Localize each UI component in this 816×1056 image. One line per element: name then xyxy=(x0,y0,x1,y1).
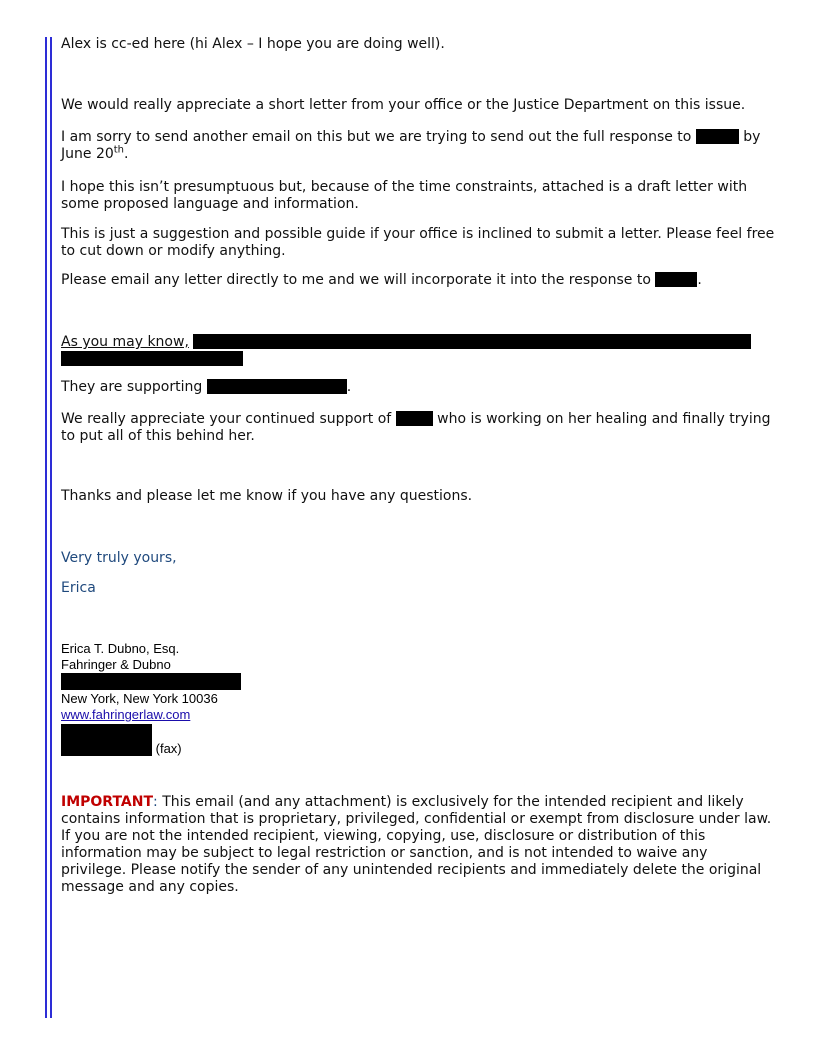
paragraph-draft: I hope this isn’t presumptuous but, because of the time constraints, attached is a draft letter with some proposed language and information. xyxy=(61,179,748,212)
signature-website[interactable] xyxy=(61,707,190,723)
redaction xyxy=(193,334,751,349)
sender-first-name: Erica xyxy=(61,580,96,596)
paragraph-suggestion: This is just a suggestion and possible guide if your office is inclined to submit a letter. Please feel free to cut down or modify anything. xyxy=(61,226,775,259)
quote-bar-inner xyxy=(50,37,52,1018)
paragraph-incorporate: Please email any letter directly to me and we will incorporate it into the response to . xyxy=(61,272,702,288)
signature-city: New York, New York 10036 xyxy=(61,691,218,706)
paragraph-thanks: Thanks and please let me know if you have any questions. xyxy=(61,488,473,504)
redaction xyxy=(61,724,152,740)
redaction xyxy=(207,379,347,394)
redaction xyxy=(696,129,739,144)
paragraph-support: We really appreciate your continued support of who is working on her healing and finally trying to put all of this behind her. xyxy=(61,411,771,444)
email-signature xyxy=(61,641,361,761)
paragraph-cc: Alex is cc-ed here (hi Alex – I hope you are doing well). xyxy=(61,36,445,52)
signature-firm: Fahringer & Dubno xyxy=(61,657,171,672)
redaction xyxy=(655,272,697,287)
paragraph-apology: I am sorry to send another email on this but we are trying to send out the full response to by June 20th. xyxy=(61,129,761,162)
paragraph-request: We would really appreciate a short letter from your office or the Justice Department on this issue. xyxy=(61,97,746,113)
redaction xyxy=(61,351,243,366)
redaction xyxy=(396,411,433,426)
signature-fax: (fax) xyxy=(61,740,182,757)
redaction xyxy=(61,673,241,690)
redaction xyxy=(61,740,152,756)
closing-line: Very truly yours, xyxy=(61,550,177,566)
disclaimer-label: IMPORTANT xyxy=(61,794,154,810)
quote-bar-outer xyxy=(45,37,47,1018)
disclaimer: IMPORTANT: This email (and any attachment) is exclusively for the intended recipient and likely contains information that is proprietary, privileged, confidential or exempt from disclosure under law. If you are not the intended recipient, viewing, copying, use, disclosure or distribution of this information may be subject to legal restriction or sanction, and is not intended to waive any privilege. Please notify the sender of any unintended recipients and immediately delete the original message and any copies. xyxy=(61,794,772,895)
website-link[interactable]: www.fahringerlaw.com xyxy=(61,707,191,722)
paragraph-as-you-may-know: As you may know, xyxy=(61,334,776,368)
signature-name: Erica T. Dubno, Esq. xyxy=(61,641,180,656)
paragraph-supporting: They are supporting . xyxy=(61,379,352,395)
